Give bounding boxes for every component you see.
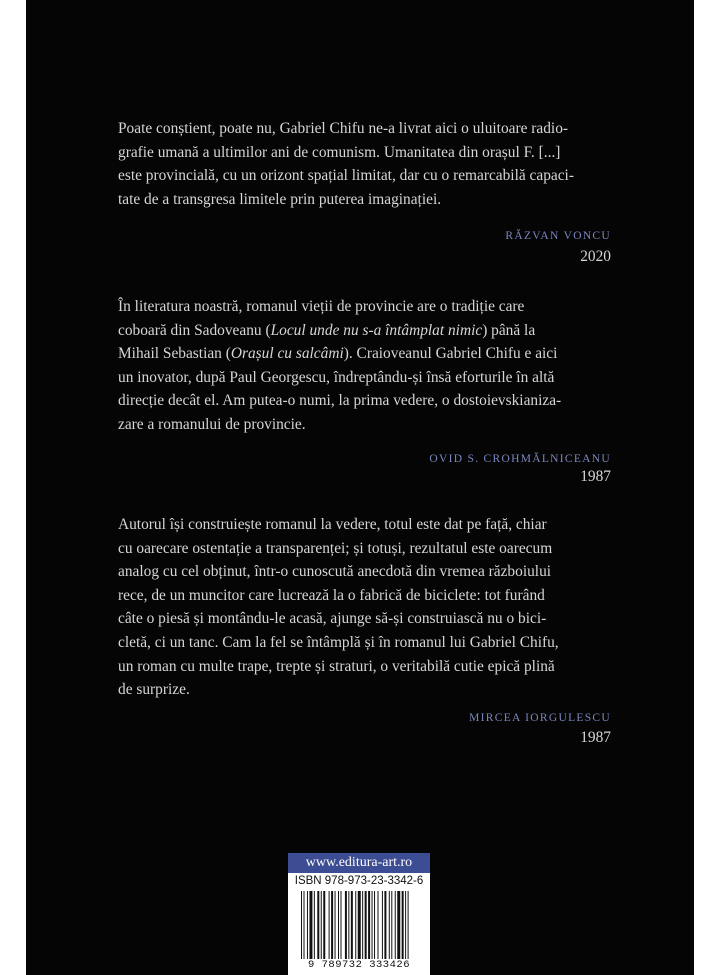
quote-line: câte o piesă și montându-le acasă, ajunge să-și construiască nu o bici-: [118, 610, 547, 628]
barcode-bar: [331, 891, 333, 959]
quote-line: este provincială, cu un orizont spațial limitat, dar cu o remarcabilă capaci-: [118, 167, 574, 185]
quote-line: de surprize.: [118, 681, 190, 699]
quote-line: analog cu cel obținut, într-o cunoscută anecdotă din vremea războiului: [118, 563, 552, 581]
barcode-bars: [301, 891, 417, 959]
quote-year-crohmalniceanu: 1987: [580, 468, 611, 485]
barcode-bar: [372, 891, 373, 959]
barcode-bar: [378, 891, 379, 959]
barcode-bar: [307, 891, 308, 959]
quote-line: grafie umană a ultimilor ani de comunism. Umanitatea din orașul F. [...]: [118, 143, 561, 161]
barcode-bar: [391, 891, 392, 959]
barcode-bar: [335, 891, 336, 959]
barcode-bar: [374, 891, 375, 959]
barcode-area: [288, 873, 430, 975]
barcode-bar: [338, 891, 339, 959]
barcode-bar: [351, 891, 353, 959]
barcode-bar: [389, 891, 390, 959]
book-back-cover: [26, 0, 694, 975]
barcode-bar: [397, 891, 400, 959]
publisher-website: www.editura-art.ro: [288, 853, 430, 873]
quote-author-crohmalniceanu: OVID S. CROHMĂLNICEANU: [429, 453, 611, 465]
barcode-bar: [405, 891, 406, 959]
barcode-bar: [365, 891, 367, 959]
quote-line: un inovator, după Paul Georgescu, îndreptându-și însă eforturile în altă: [118, 368, 555, 386]
barcode-bar: [321, 891, 322, 959]
isbn-barcode-block: [288, 853, 430, 975]
quote-line: Mihail Sebastian (Orașul cu salcâmi). Craioveanul Gabriel Chifu e aici: [118, 345, 558, 363]
barcode-bar: [314, 891, 315, 959]
quote-author-iorgulescu: MIRCEA IORGULESCU: [469, 712, 611, 724]
barcode-bar: [384, 891, 386, 959]
barcode-bar: [309, 891, 312, 959]
barcode-bar: [304, 891, 305, 959]
quote-line: rece, de un muncitor care lucrează la o fabrică de biciclete: tot furând: [118, 586, 545, 604]
barcode-bar: [317, 891, 319, 959]
barcode-bar: [382, 891, 383, 959]
quote-year-iorgulescu: 1987: [580, 729, 611, 746]
quote-line: Poate conștient, poate nu, Gabriel Chifu ne-a livrat aici o uluitoare radio-: [118, 120, 569, 137]
barcode-bar: [301, 891, 302, 959]
barcode-bar: [348, 891, 349, 959]
barcode-bar: [358, 891, 361, 959]
barcode-digits: 9 789732 333426: [307, 959, 410, 971]
book-title: Locul unde nu s-a întâmplat nimic: [270, 321, 483, 339]
quote-line: Autorul își construiește romanul la vedere, totul este dat pe față, chiar: [118, 516, 547, 533]
quote-line: zare a romanului de provincie.: [118, 415, 306, 433]
barcode-bar: [341, 891, 342, 959]
barcode-bar: [408, 891, 409, 959]
quote-line: coboară din Sadoveanu (Locul unde nu s-a întâmplat nimic) până la: [118, 321, 536, 339]
barcode-bar: [345, 891, 347, 959]
quote-line: cletă, ci un tanc. Cam la fel se întâmplă și în romanul lui Gabriel Chifu,: [118, 633, 559, 651]
quote-line: cu oarecare ostentație a transparenței; și totuși, rezultatul este oarecum: [118, 539, 553, 557]
book-title: Orașul cu salcâmi: [230, 345, 344, 363]
barcode-bar: [323, 891, 325, 959]
barcode-bar: [395, 891, 396, 959]
quote-line: un roman cu multe trape, trepte și straturi, o veritabilă cutie epică plină: [118, 657, 555, 675]
quote-crohmalniceanu: [118, 295, 611, 437]
quote-author-voncu: RĂZVAN VONCU: [505, 230, 611, 242]
isbn-label: ISBN 978-973-23-3342-6: [294, 875, 424, 887]
quote-line: tate de a transgresa limitele prin puterea imaginației.: [118, 190, 442, 208]
barcode-bar: [368, 891, 370, 959]
quote-line: direcție decât el. Am putea-o numi, la prima vedere, o dostoievskianiza-: [118, 392, 562, 410]
barcode-bar: [362, 891, 363, 959]
quote-line: În literatura noastră, romanul vieții de provincie are o tradiție care: [118, 298, 525, 315]
quote-year-voncu: 2020: [580, 248, 611, 265]
barcode-bar: [329, 891, 330, 959]
barcode-bar: [355, 891, 356, 959]
quote-iorgulescu: [118, 513, 611, 702]
quote-voncu: [118, 117, 611, 211]
barcode-bar: [402, 891, 404, 959]
